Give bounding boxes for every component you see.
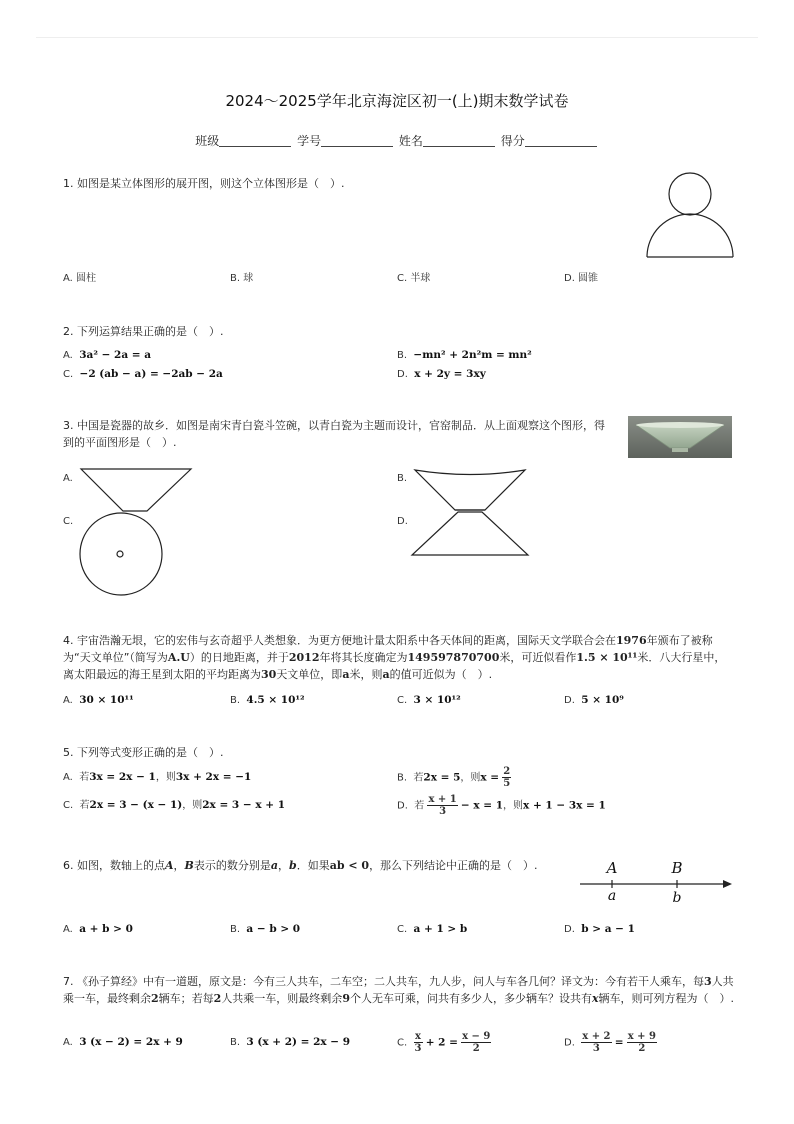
q2-expr-a: 3a² − 2a = a — [79, 349, 152, 361]
q6-text-3: 表示的数分别是 — [193, 859, 271, 872]
q5-a-eq2: 3x + 2x = −1 — [175, 771, 252, 783]
q6-text-6: ，那么下列结论中正确的是（ ）. — [369, 859, 538, 872]
q4-var-a-2: a — [382, 668, 390, 681]
q4-text-5: 米，可近似看作 — [499, 651, 577, 664]
q6-condition: ab < 0 — [329, 859, 370, 872]
q4-option-b[interactable] — [230, 692, 305, 709]
q3-stem: 3. 中国是瓷器的故乡．如图是南宋青白瓷斗笠碗，以青白瓷为主题而设计，官窑制品．从上面观察这个图形，得到的平面图形是（ ）. — [63, 419, 605, 449]
q4-expr-b: 4.5 × 10¹² — [246, 694, 305, 706]
q6-text-1: 6. 如图，数轴上的点 — [63, 859, 165, 872]
info-id-blank[interactable] — [321, 146, 393, 147]
q7-c-den2: 2 — [472, 1043, 480, 1054]
q7-label-b: B. — [230, 1037, 241, 1048]
q5-d-fraction — [427, 794, 457, 817]
q4-text-6: 米．八大行星中，离太阳最远的海王星到太阳的平均距离为 — [63, 651, 726, 681]
q5-option-b[interactable] — [397, 766, 511, 789]
q7-expr-a: 3 (x − 2) = 2x + 9 — [79, 1036, 183, 1048]
q7-num-2b: 2 — [213, 992, 222, 1005]
q5-stem: 5. 下列等式变形正确的是（ ）. — [63, 746, 224, 759]
q4-option-c[interactable] — [397, 692, 461, 709]
q7-d-num1: x + 2 — [582, 1031, 611, 1042]
q6-option-c[interactable] — [397, 921, 467, 938]
q4-au-30: 30 — [261, 668, 277, 681]
info-class-label: 班级 — [195, 134, 220, 148]
q5-option-c[interactable] — [63, 797, 285, 814]
q6-text-2: ， — [173, 859, 185, 872]
q1-option-a[interactable]: A. 圆柱 — [63, 273, 97, 284]
q7-expr-b: 3 (x + 2) = 2x − 9 — [246, 1036, 351, 1048]
q2-expr-c: −2 (ab − a) = −2ab − 2a — [79, 368, 223, 380]
q4-text-3: ）的日地距离，并于 — [189, 651, 289, 664]
q7-text-3: 辆车；若每 — [158, 992, 214, 1005]
q1-net-figure — [640, 168, 765, 263]
q7-text-1: 7. 《孙子算经》中有一道题，原文是：今有三人共车，二车空；二人共车，九人步，问人与车各几何？译文为：今有若干人乘车，每 — [63, 975, 704, 988]
q5-d-den: 3 — [439, 806, 447, 817]
q7-option-a[interactable] — [63, 1034, 183, 1051]
q6-expr-a: a + b > 0 — [79, 923, 133, 935]
q5-c-then: ，则 — [182, 800, 203, 811]
q6-stem — [63, 857, 538, 874]
q5-b-num: 2 — [503, 766, 511, 777]
q4-year-2012: 2012 — [288, 651, 320, 664]
q5-label-b: B. — [397, 772, 408, 784]
q6-expr-c: a + 1 > b — [413, 923, 468, 935]
q4-text-2: 年颁布了被称为“天文单位”（简写为 — [63, 634, 713, 664]
q4-distance: 149597870700 — [407, 651, 500, 664]
q7-c-num2: x − 9 — [462, 1031, 491, 1042]
q7-option-b[interactable] — [230, 1034, 350, 1051]
info-class-blank[interactable] — [219, 146, 291, 147]
student-info-row — [0, 132, 794, 149]
q6-option-d[interactable] — [564, 921, 635, 938]
q5-c-eq2: 2x = 3 − x + 1 — [202, 799, 285, 811]
q2-expr-b: −mn² + 2n²m = mn² — [413, 349, 532, 361]
q2-label-d: D. — [397, 369, 408, 380]
q6-label-c: C. — [397, 924, 408, 935]
q5-label-c: C. — [63, 800, 74, 811]
q7-d-frac1 — [581, 1031, 611, 1054]
q3-option-d-label[interactable]: D. — [397, 516, 408, 527]
q4-option-d[interactable] — [564, 692, 624, 709]
q2-option-b[interactable] — [397, 347, 532, 364]
q1-option-b[interactable]: B. 球 — [230, 273, 254, 284]
q6-label-b: B. — [230, 924, 241, 935]
top-divider — [36, 37, 758, 38]
q7-num-3: 3 — [704, 975, 712, 988]
q7-option-c[interactable] — [397, 1031, 491, 1054]
q2-label-b: B. — [397, 350, 408, 361]
q6-label-a: A. — [63, 924, 73, 935]
q6-axis-label-A: A — [606, 859, 618, 877]
q7-d-den2: 2 — [638, 1043, 646, 1054]
q6-number-line — [576, 854, 738, 906]
q5-option-a[interactable] — [63, 769, 251, 786]
q2-option-c[interactable] — [63, 366, 223, 383]
q1-stem: 1. 如图是某立体图形的展开图，则这个立体图形是（ ）. — [63, 177, 345, 190]
q3-option-a-label[interactable]: A. — [63, 473, 73, 484]
q7-label-a: A. — [63, 1037, 73, 1048]
q2-expr-d: x + 2y = 3xy — [414, 368, 486, 380]
q4-text-4: 年将其长度确定为 — [319, 651, 408, 664]
q4-expr-c: 3 × 10¹² — [413, 694, 461, 706]
exam-title: 2024～2025学年北京海淀区初一(上)期末数学试卷 — [225, 92, 569, 110]
q4-label-b: B. — [230, 695, 241, 706]
q5-label-d: D. — [397, 800, 408, 812]
q6-axis-label-b: b — [672, 890, 682, 906]
q5-c-eq1: 2x = 3 − (x − 1) — [89, 799, 183, 811]
q6-expr-d: b > a − 1 — [581, 923, 635, 935]
q6-point-b: B — [184, 859, 194, 872]
q4-text-7: 天文单位，即 — [276, 668, 343, 681]
q7-text-4: 人共乘一车，则最终剩余 — [221, 992, 343, 1005]
q4-option-a[interactable] — [63, 692, 134, 709]
q2-label-c: C. — [63, 369, 74, 380]
q7-option-d[interactable] — [564, 1031, 657, 1054]
q5-d-num: x + 1 — [428, 794, 457, 805]
q7-d-num2: x + 9 — [627, 1031, 656, 1042]
info-score-blank[interactable] — [525, 146, 597, 147]
q3-bowl-photo — [628, 416, 732, 458]
q6-text-4: ， — [278, 859, 289, 872]
q7-label-c: C. — [397, 1037, 408, 1049]
q7-num-2a: 2 — [151, 992, 159, 1005]
q5-b-lhs: x = — [480, 771, 500, 784]
q4-var-a-1: a — [342, 668, 350, 681]
q5-b-fraction — [502, 766, 511, 789]
q5-a-eq1: 3x = 2x − 1 — [89, 771, 156, 783]
q7-c-num1: x — [415, 1031, 421, 1042]
info-name-label: 姓名 — [398, 134, 423, 148]
q7-text-2: 人共乘一车，最终剩余 — [63, 975, 734, 1005]
q6-var-b: b — [289, 859, 297, 872]
q5-label-a: A. — [63, 772, 73, 783]
q7-label-d: D. — [564, 1037, 575, 1049]
q5-d-if: 若 — [414, 800, 425, 812]
q3-option-b-label[interactable]: B. — [397, 473, 408, 484]
q4-label-c: C. — [397, 695, 408, 706]
q7-var-x: x — [591, 992, 599, 1005]
q7-d-mid: = — [614, 1036, 624, 1049]
q7-c-den1: 3 — [414, 1043, 422, 1054]
q4-text-1: 4. 宇宙浩瀚无垠，它的宏伟与玄奇超乎人类想象．为更方便地计量太阳系中各天体间的距离，国际天文学联合会在 — [63, 634, 616, 647]
q4-label-d: D. — [564, 695, 575, 706]
q5-d-eq2: x + 1 − 3x = 1 — [523, 799, 606, 812]
q7-stem — [63, 973, 735, 1007]
q3-option-a-figure[interactable] — [78, 466, 196, 514]
q4-au: A.U — [167, 651, 190, 664]
q3-option-c-figure[interactable] — [78, 512, 168, 600]
q6-var-a: a — [270, 859, 278, 872]
q2-option-a[interactable] — [63, 347, 151, 364]
q5-b-eq1: 2x = 5 — [423, 771, 461, 784]
q6-point-a: A — [165, 859, 174, 872]
q5-c-if: 若 — [79, 800, 90, 811]
q7-text-6: 辆车，则可列方程为（ ）. — [598, 992, 735, 1005]
info-id-label: 学号 — [297, 134, 322, 148]
q1-option-d[interactable]: D. 圆锥 — [564, 273, 599, 284]
info-name-blank[interactable] — [423, 146, 495, 147]
q6-label-d: D. — [564, 924, 575, 935]
q4-year-1976: 1976 — [616, 634, 647, 647]
q5-d-rest: − x = 1 — [460, 799, 504, 812]
q6-option-a[interactable] — [63, 921, 133, 938]
q5-b-then: ，则 — [460, 772, 481, 784]
q2-option-d[interactable] — [397, 366, 486, 383]
q7-c-frac1 — [414, 1031, 423, 1054]
q7-text-5: 个人无车可乘，问共有多少人，多少辆车？设共有 — [349, 992, 592, 1005]
q7-d-den1: 3 — [592, 1043, 600, 1054]
q4-approx: 1.5 × 10¹¹ — [576, 651, 638, 664]
q4-text-8: 米，则 — [349, 668, 383, 681]
q4-expr-d: 5 × 10⁹ — [581, 694, 624, 706]
q6-expr-b: a − b > 0 — [246, 923, 301, 935]
q7-num-9: 9 — [342, 992, 350, 1005]
q4-stem — [63, 632, 735, 683]
q6-axis-label-a: a — [607, 888, 617, 904]
info-score-label: 得分 — [500, 134, 525, 148]
q6-option-b[interactable] — [230, 921, 300, 938]
q5-b-den: 5 — [503, 778, 511, 789]
q5-d-then: ，则 — [503, 800, 524, 812]
q5-option-d[interactable] — [397, 794, 606, 817]
q5-a-if: 若 — [79, 772, 90, 783]
q7-d-frac2 — [627, 1031, 657, 1054]
q7-c-frac2 — [461, 1031, 491, 1054]
q5-b-if: 若 — [413, 772, 424, 784]
q4-label-a: A. — [63, 695, 73, 706]
q6-text-5: ．如果 — [296, 859, 330, 872]
q6-axis-label-B: B — [671, 859, 683, 877]
q3-option-b-figure[interactable] — [410, 465, 534, 560]
q5-a-then: ，则 — [155, 772, 176, 783]
q2-stem: 2. 下列运算结果正确的是（ ）. — [63, 325, 224, 338]
q1-option-c[interactable]: C. 半球 — [397, 273, 431, 284]
q7-c-mid: + 2 = — [425, 1036, 458, 1049]
q2-label-a: A. — [63, 350, 73, 361]
q4-text-9: 的值可近似为（ ）. — [389, 668, 493, 681]
q3-option-c-label[interactable]: C. — [63, 516, 74, 527]
q4-expr-a: 30 × 10¹¹ — [79, 694, 134, 706]
